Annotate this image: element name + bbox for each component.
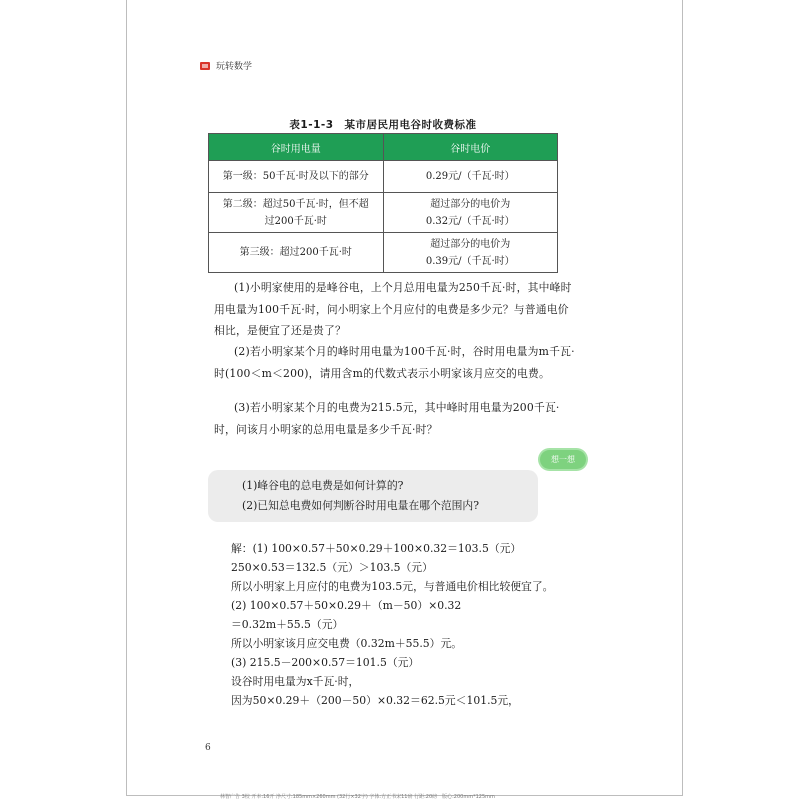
question-3: (3)若小明家某个月的电费为215.5元，其中峰时用电量为200千瓦·时，问该月小明家的总用电量是多少千瓦·时？ [214, 401, 560, 436]
solution-line: 所以小明家该月应交电费（0.32m＋55.5）元。 [231, 637, 463, 650]
rate-table [208, 133, 558, 273]
price-cell [383, 233, 558, 273]
tier-line: 过200千瓦·时 [264, 215, 327, 227]
price-line: 0.32元/（千瓦·时） [425, 215, 515, 227]
book-logo-icon [200, 62, 210, 70]
think-item: (2)已知总电费如何判断谷时用电量在哪个范围内? [242, 499, 480, 512]
think-box [208, 470, 538, 522]
solution-line: (2) 100×0.57＋50×0.29＋（m－50）×0.32 [231, 599, 462, 612]
question-2: (2)若小明家某个月的峰时用电量为100千瓦·时，谷时用电量为m千瓦·时(100＜m＜200)，请用含m的代数式表示小明家该月应交的电费。 [214, 345, 575, 380]
header-title: 玩转数学 [216, 62, 253, 72]
solution-line: ＝0.32m＋55.5（元） [231, 618, 344, 631]
page-number: 6 [205, 743, 211, 753]
table-row [209, 193, 558, 233]
table-caption: 表1-1-3 某市居民用电谷时收费标准 [289, 119, 477, 131]
solution-line: 设谷时用电量为x千瓦·时， [231, 675, 360, 688]
table-row [209, 161, 558, 193]
tier-cell: 第三级：超过200千瓦·时 [209, 233, 384, 273]
solution-line: 因为50×0.29＋（200－50）×0.32＝62.5元＜101.5元， [231, 694, 519, 707]
think-item: (1)峰谷电的总电费是如何计算的? [242, 479, 404, 492]
price-cell [383, 193, 558, 233]
price-line: 超过部分的电价为 [430, 238, 511, 250]
column-header-price: 谷时电价 [383, 134, 558, 161]
tier-cell: 第一级：50千瓦·时及以下的部分 [209, 161, 384, 193]
price-line: 超过部分的电价为 [430, 198, 511, 210]
running-header [200, 59, 252, 72]
think-badge: 想一想 [540, 450, 586, 469]
table-row [209, 233, 558, 273]
solution-line: 所以小明家上月应付的电费为103.5元，与普通电价相比较便宜了。 [231, 580, 554, 593]
question-1: (1)小明家使用的是峰谷电，上个月总用电量为250千瓦·时，其中峰时用电量为100千瓦·时，问小明家上个月应付的电费是多少元？与普通电价相比，是便宜了还是贵了？ [214, 281, 572, 337]
solution-line: (3) 215.5－200×0.57＝101.5（元） [231, 656, 420, 669]
column-header-usage: 谷时用电量 [209, 134, 384, 161]
solution-line: 250×0.53＝132.5（元）＞103.5（元） [231, 561, 433, 574]
price-cell: 0.29元/（千瓦·时） [383, 161, 558, 193]
tier-cell [209, 193, 384, 233]
price-line: 0.39元/（千瓦·时） [425, 255, 515, 267]
table-header-row [209, 134, 558, 161]
tier-line: 第二级：超过50千瓦·时，但不超 [222, 198, 369, 210]
print-footer: 林智广告 3校 开本:16开 净尺寸:185mm×260mm (32行×32字) 字体:方正书宋11磅 行距:20磅 版心:200mm*125mm [220, 794, 495, 800]
solution-line: 解：(1) 100×0.57＋50×0.29＋100×0.32＝103.5（元） [231, 542, 522, 555]
